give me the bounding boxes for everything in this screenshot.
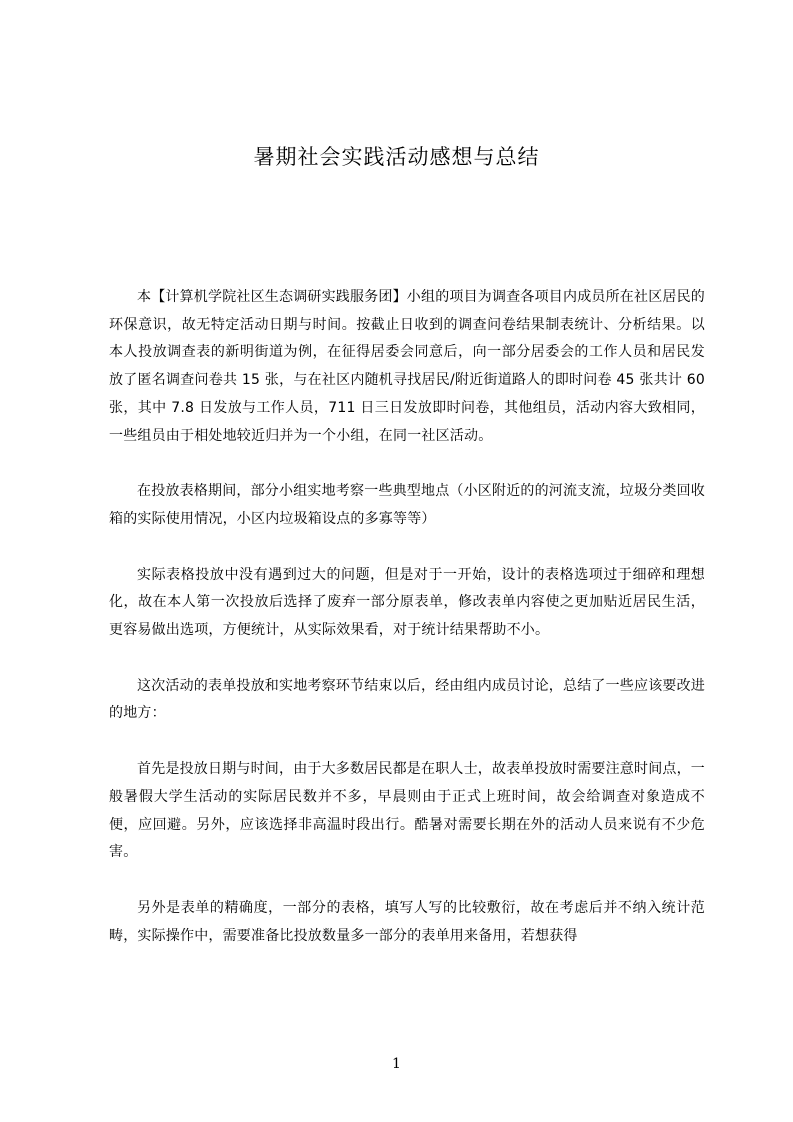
document-body — [109, 284, 705, 978]
paragraph-4: 这次活动的表单投放和实地考察环节结束以后，经由组内成员讨论，总结了一些应该要改进的地方： — [109, 677, 705, 722]
paragraph-2: 在投放表格期间，部分小组实地考察一些典型地点（小区附近的的河流支流，垃圾分类回收箱的实际使用情况，小区内垃圾箱设点的多寡等等） — [109, 483, 705, 527]
paragraph-1: 本【计算机学院社区生态调研实践服务团】小组的项目为调查各项目内成员所在社区居民的环保意识，故无特定活动日期与时间。按截止日收到的调查问卷结果制表统计、分析结果。以本人投放调查表的新明街道为例，在征得居委会同意后，向一部分居委会的工作人员和居民发放了匿名调查问卷共 15 张，与在社区内随机寻找居民/附近街道路人的即时问卷 45 张共计 60 张，其中 7.8 日发放与工作人员，711 日三日发放即时问卷，其他组员，活动内容大致相同，一些组员由于相处地较近归并为一个小组，在同一社区活动。 — [109, 289, 705, 444]
page-number: 1 — [392, 1056, 401, 1072]
document-title: 暑期社会实践活动感想与总结 — [253, 145, 540, 169]
paragraph-3: 实际表格投放中没有遇到过大的问题，但是对于一开始，设计的表格选项过于细碎和理想化，故在本人第一次投放后选择了废弃一部分原表单，修改表单内容使之更加贴近居民生活，更容易做出选项，方便统计，从实际效果看，对于统计结果帮助不小。 — [109, 566, 705, 639]
paragraph-6: 另外是表单的精确度，一部分的表格，填写人写的比较敷衍，故在考虑后并不纳入统计范畴，实际操作中，需要准备比投放数量多一部分的表单用来备用，若想获得 — [109, 899, 705, 944]
paragraph-5: 首先是投放日期与时间，由于大多数居民都是在职人士，故表单投放时需要注意时间点，一般暑假大学生活动的实际居民数并不多，早晨则由于正式上班时间，故会给调查对象造成不便，应回避。另外，应该选择非高温时段出行。酷暑对需要长期在外的活动人员来说有不少危害。 — [109, 761, 705, 861]
